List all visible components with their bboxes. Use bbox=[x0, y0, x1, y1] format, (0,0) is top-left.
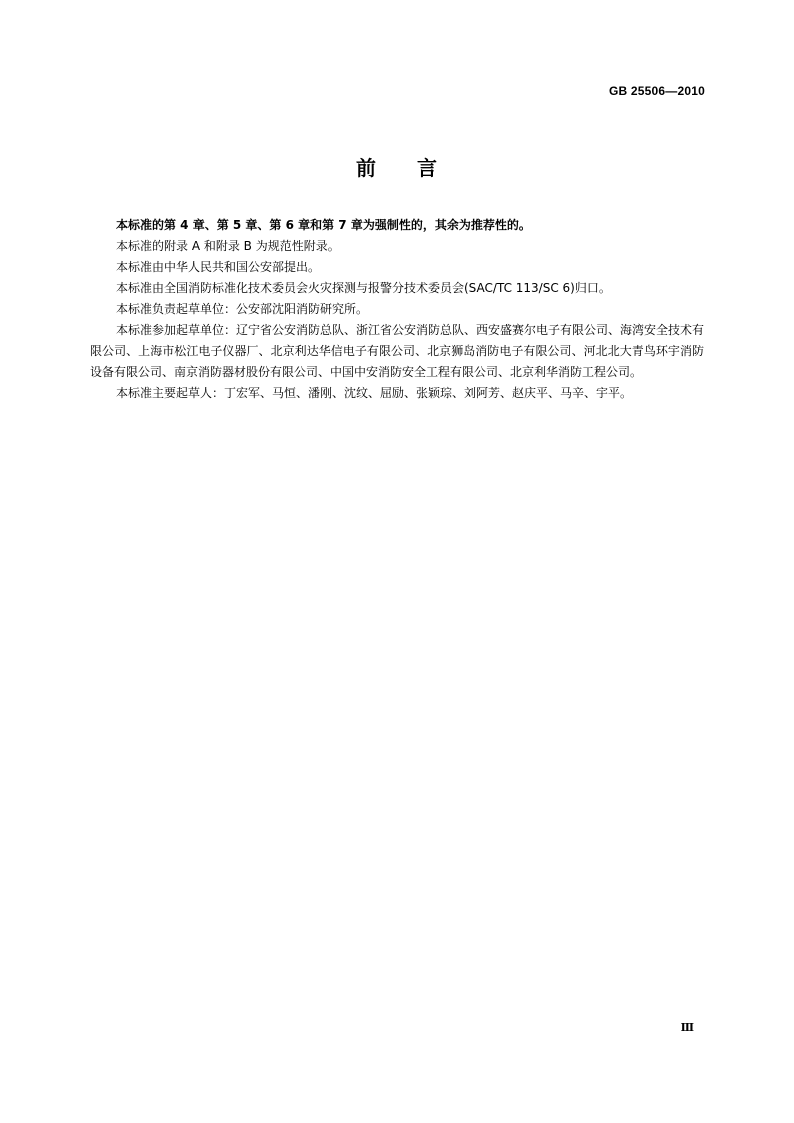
page-title bbox=[0, 152, 794, 181]
title-char-2: 言 bbox=[417, 156, 438, 180]
paragraph-proposer: 本标准由中华人民共和国公安部提出。 bbox=[116, 260, 321, 274]
paragraph-participating-drafters: 本标准参加起草单位：辽宁省公安消防总队、浙江省公安消防总队、西安盛赛尔电子有限公司、海湾安全技术有限公司、上海市松江电子仪器厂、北京利达华信电子有限公司、北京狮岛消防电子有限公司、河北北大青鸟环宇消防设备有限公司、南京消防器材股份有限公司、中国中安消防安全工程有限公司、北京利华消防工程公司。 bbox=[90, 323, 705, 379]
preface-body bbox=[90, 215, 704, 404]
page-number: Ⅲ bbox=[680, 1021, 694, 1034]
paragraph-main-drafters: 本标准主要起草人：丁宏军、马恒、潘刚、沈纹、屈励、张颖琮、刘阿芳、赵庆平、马辛、宇平。 bbox=[116, 386, 633, 400]
paragraph-lead-drafter: 本标准负责起草单位：公安部沈阳消防研究所。 bbox=[116, 302, 369, 316]
paragraph-mandatory-chapters: 本标准的第 4 章、第 5 章、第 6 章和第 7 章为强制性的，其余为推荐性的。 bbox=[116, 218, 531, 232]
paragraph-administration: 本标准由全国消防标准化技术委员会火灾探测与报警分技术委员会(SAC/TC 113/SC 6)归口。 bbox=[116, 281, 611, 295]
standard-code: GB 25506—2010 bbox=[609, 84, 705, 98]
title-char-1: 前 bbox=[356, 156, 377, 180]
paragraph-appendices: 本标准的附录 A 和附录 B 为规范性附录。 bbox=[116, 239, 340, 253]
